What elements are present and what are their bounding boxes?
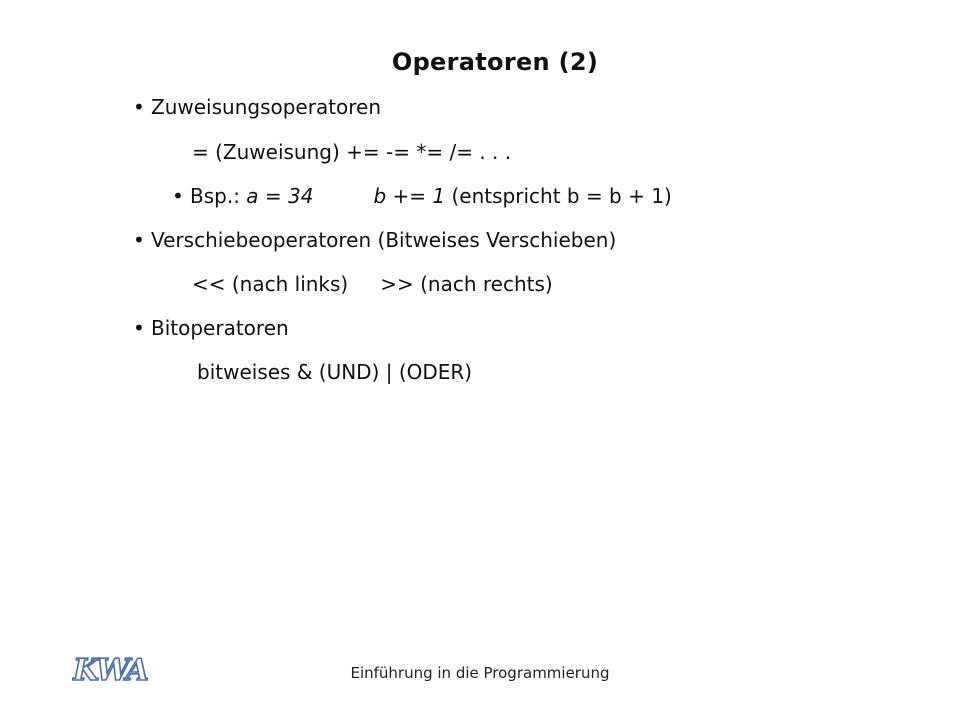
bullet-assignment-operators xyxy=(133,95,381,119)
bullet-marker: • xyxy=(133,316,145,340)
shift-right: >> (nach rechts) xyxy=(380,272,553,296)
bit-operators-list: bitweises & (UND) | (ODER) xyxy=(197,360,473,384)
example-b-explanation: (entspricht b = b + 1) xyxy=(445,184,672,208)
logo-text: KWA xyxy=(72,653,148,686)
slide-title: Operatoren (2) xyxy=(391,48,599,76)
example-prefix: Bsp.: xyxy=(190,184,247,208)
footer-text: Einführung in die Programmierung xyxy=(350,664,610,682)
bullet-marker: • xyxy=(133,95,145,119)
bullet-bit-operators xyxy=(133,316,289,340)
bit-operators-heading: Bitoperatoren xyxy=(151,316,289,340)
bullet-marker: • xyxy=(172,184,184,208)
assignment-operators-list: = (Zuweisung) += -= *= /= . . . xyxy=(192,140,512,164)
bullet-marker: • xyxy=(133,228,145,252)
bullet-shift-operators xyxy=(133,228,616,252)
example-a: a = 34 xyxy=(246,184,314,208)
shift-operators-heading: Verschiebeoperatoren (Bitweises Verschieben) xyxy=(151,228,617,252)
shift-operators-list xyxy=(192,272,553,296)
shift-left: << (nach links) xyxy=(192,272,349,296)
example-b: b += 1 xyxy=(373,184,446,208)
bullet-example xyxy=(172,184,672,208)
assignment-operators-heading: Zuweisungsoperatoren xyxy=(151,95,382,119)
